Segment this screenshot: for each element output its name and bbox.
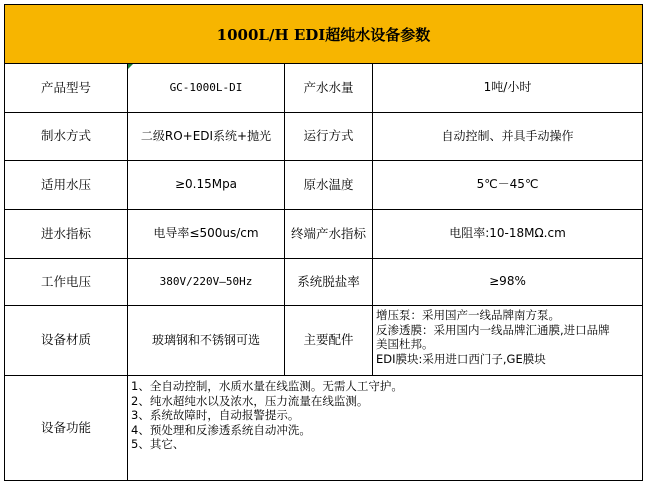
function-line: 3、系统故障时，自动报警提示。 bbox=[131, 408, 300, 422]
cell-comment-marker bbox=[128, 64, 133, 69]
value-product-index: 电阻率:10-18MΩ.cm bbox=[373, 210, 643, 259]
value-desalination: ≥98% bbox=[373, 259, 643, 306]
label-voltage: 工作电压 bbox=[4, 259, 128, 306]
label-accessories: 主要配件 bbox=[285, 306, 373, 376]
value-model: GC-1000L-DI bbox=[128, 64, 285, 113]
value-output: 1吨/小时 bbox=[373, 64, 643, 113]
table-title: 1000L/H EDI超纯水设备参数 bbox=[4, 4, 643, 64]
value-voltage: 380V/220V—50Hz bbox=[128, 259, 285, 306]
function-line: 1、全自动控制，水质水量在线监测。无需人工守护。 bbox=[131, 379, 403, 393]
value-function bbox=[128, 376, 643, 481]
value-temperature: 5℃－45℃ bbox=[373, 161, 643, 210]
value-pressure: ≥0.15Mpa bbox=[128, 161, 285, 210]
accessory-line: 反渗透膜：采用国内一线品牌汇通膜,进口品牌 bbox=[376, 322, 610, 337]
value-accessories bbox=[373, 306, 643, 376]
label-pressure: 适用水压 bbox=[4, 161, 128, 210]
label-inlet: 进水指标 bbox=[4, 210, 128, 259]
label-function: 设备功能 bbox=[4, 376, 128, 481]
accessory-line: EDI膜块:采用进口西门子,GE膜块 bbox=[376, 351, 546, 366]
label-operation: 运行方式 bbox=[285, 113, 373, 161]
function-line: 2、纯水超纯水以及浓水，压力流量在线监测。 bbox=[131, 393, 369, 408]
label-method: 制水方式 bbox=[4, 113, 128, 161]
value-inlet: 电导率≤500us/cm bbox=[128, 210, 285, 259]
value-method: 二级RO+EDI系统+抛光 bbox=[128, 113, 285, 161]
label-material: 设备材质 bbox=[4, 306, 128, 376]
value-material: 玻璃钢和不锈钢可选 bbox=[128, 306, 285, 376]
label-desalination: 系统脱盐率 bbox=[285, 259, 373, 306]
label-product-index: 终端产水指标 bbox=[285, 210, 373, 259]
function-line: 4、预处理和反渗透系统自动冲洗。 bbox=[131, 422, 311, 437]
value-operation: 自动控制、并具手动操作 bbox=[373, 113, 643, 161]
label-temperature: 原水温度 bbox=[285, 161, 373, 210]
function-line: 5、其它、 bbox=[131, 437, 185, 451]
accessory-line: 增压泵：采用国产一线品牌南方泵。 bbox=[376, 308, 560, 322]
label-model: 产品型号 bbox=[4, 64, 128, 113]
accessory-line: 美国杜邦。 bbox=[376, 337, 434, 351]
label-output: 产水水量 bbox=[285, 64, 373, 113]
